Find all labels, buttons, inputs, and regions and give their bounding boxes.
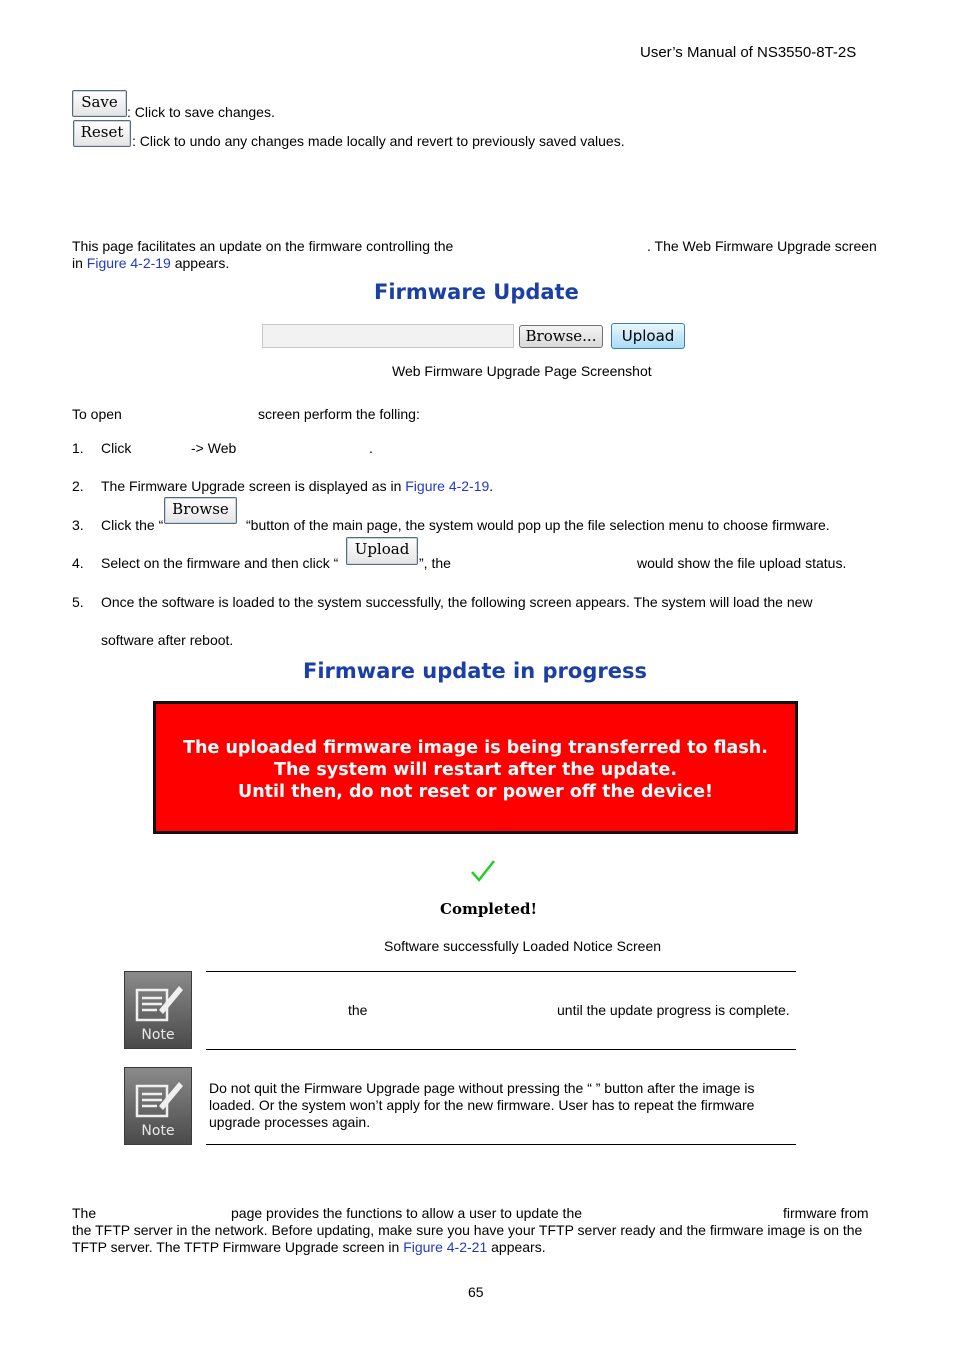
steps-intro-a: To open xyxy=(72,406,122,422)
tftp-text-1c: firmware from xyxy=(783,1205,869,1221)
step-4-text-a: Select on the firmware and then click “ xyxy=(101,555,339,571)
step-4-text-c: would show the file upload status. xyxy=(637,555,847,571)
progress-caption: Software successfully Loaded Notice Screen xyxy=(384,938,662,954)
step-2-text-a: The Firmware Upgrade screen is displayed as in xyxy=(101,478,406,494)
figure-link[interactable]: Figure 4-2-19 xyxy=(86,255,171,271)
progress-line-3: Until then, do not reset or power off the device! xyxy=(238,782,713,802)
step-1-text-b: -> Web xyxy=(191,440,237,456)
step-1-text-c: . xyxy=(369,440,373,456)
intro-text-c-pre: in xyxy=(72,255,87,271)
progress-line-2: The system will restart after the update. xyxy=(274,760,677,780)
step-2-text xyxy=(101,478,493,495)
tftp-text-1b: page provides the functions to allow a user to update the xyxy=(231,1205,583,1221)
browse-button-image[interactable]: Browse xyxy=(164,497,237,524)
notepad-pen-icon xyxy=(133,980,185,1024)
step-1-text-a: Click xyxy=(101,440,132,456)
progress-line-1: The uploaded firmware image is being transferred to flash. xyxy=(183,738,768,758)
step-4-number: 4. xyxy=(72,555,84,571)
note-label: Note xyxy=(141,1123,175,1139)
step-3-text-a: Click the “ xyxy=(101,517,164,533)
step-5-number: 5. xyxy=(72,594,84,610)
note-1-text-b: until the update progress is complete. xyxy=(557,1002,790,1018)
progress-warning-box xyxy=(153,701,798,834)
save-description: : Click to save changes. xyxy=(127,104,275,120)
file-path-input[interactable] xyxy=(262,324,514,348)
note-2-line-3: upgrade processes again. xyxy=(209,1114,371,1130)
intro-text-c-post: appears. xyxy=(170,255,230,271)
note-1-bottom-rule xyxy=(206,1049,796,1050)
intro-text-b: . The Web Firmware Upgrade screen xyxy=(647,238,877,254)
tftp-text-3a: TFTP server. The TFTP Firmware Upgrade screen in xyxy=(72,1239,404,1255)
note-2-line-2: loaded. Or the system won’t apply for the new firmware. User has to repeat the firmware xyxy=(209,1097,755,1113)
upload-button[interactable]: Upload xyxy=(611,323,685,349)
step-2-text-b: . xyxy=(489,478,494,494)
step-3-text-b: “button of the main page, the system would pop up the file selection menu to choose firmware. xyxy=(246,517,830,533)
note-icon xyxy=(124,1067,192,1145)
reset-button[interactable]: Reset xyxy=(73,120,131,147)
manual-title: User’s Manual of NS3550-8T-2S xyxy=(640,44,857,61)
step-5-text-a: Once the software is loaded to the system successfully, the following screen appears. The system will load the new xyxy=(101,594,813,610)
step-3-number: 3. xyxy=(72,517,84,533)
firmware-update-caption: Web Firmware Upgrade Page Screenshot xyxy=(392,363,652,379)
note-label: Note xyxy=(141,1027,175,1043)
notepad-pen-icon xyxy=(133,1076,185,1120)
note-2-bottom-rule xyxy=(206,1144,796,1145)
step-4-text-b: ”, the xyxy=(419,555,451,571)
step-2-number: 2. xyxy=(72,478,84,494)
step-5-text-b: software after reboot. xyxy=(101,632,234,648)
intro-text-a: This page facilitates an update on the firmware controlling the xyxy=(72,238,454,254)
intro-text-c xyxy=(72,255,229,272)
firmware-update-title: Firmware Update xyxy=(374,280,579,304)
page-number: 65 xyxy=(468,1284,484,1300)
completed-label: Completed! xyxy=(440,900,538,918)
progress-title: Firmware update in progress xyxy=(303,659,647,683)
note-2-line-1: Do not quit the Firmware Upgrade page without pressing the “ ” button after the image is xyxy=(209,1080,755,1096)
note-1-text-a: the xyxy=(348,1002,368,1018)
save-button[interactable]: Save xyxy=(72,90,127,117)
note-1-top-rule xyxy=(206,971,796,972)
note-icon xyxy=(124,971,192,1049)
tftp-text-2: the TFTP server in the network. Before updating, make sure you have your TFTP server ready and the firmware image is on the xyxy=(72,1222,863,1238)
checkmark-icon xyxy=(470,859,496,883)
tftp-text-1a: The xyxy=(72,1205,97,1221)
tftp-figure-link[interactable]: Figure 4-2-21 xyxy=(403,1239,488,1255)
tftp-text-3 xyxy=(72,1239,546,1256)
step-2-figure-link[interactable]: Figure 4-2-19 xyxy=(405,478,490,494)
step-1-number: 1. xyxy=(72,440,84,456)
upload-button-image[interactable]: Upload xyxy=(346,537,418,565)
reset-description: : Click to undo any changes made locally and revert to previously saved values. xyxy=(132,133,625,149)
tftp-text-3b: appears. xyxy=(487,1239,546,1255)
steps-intro-b: screen perform the folling: xyxy=(258,406,420,422)
browse-button[interactable]: Browse... xyxy=(519,325,603,348)
